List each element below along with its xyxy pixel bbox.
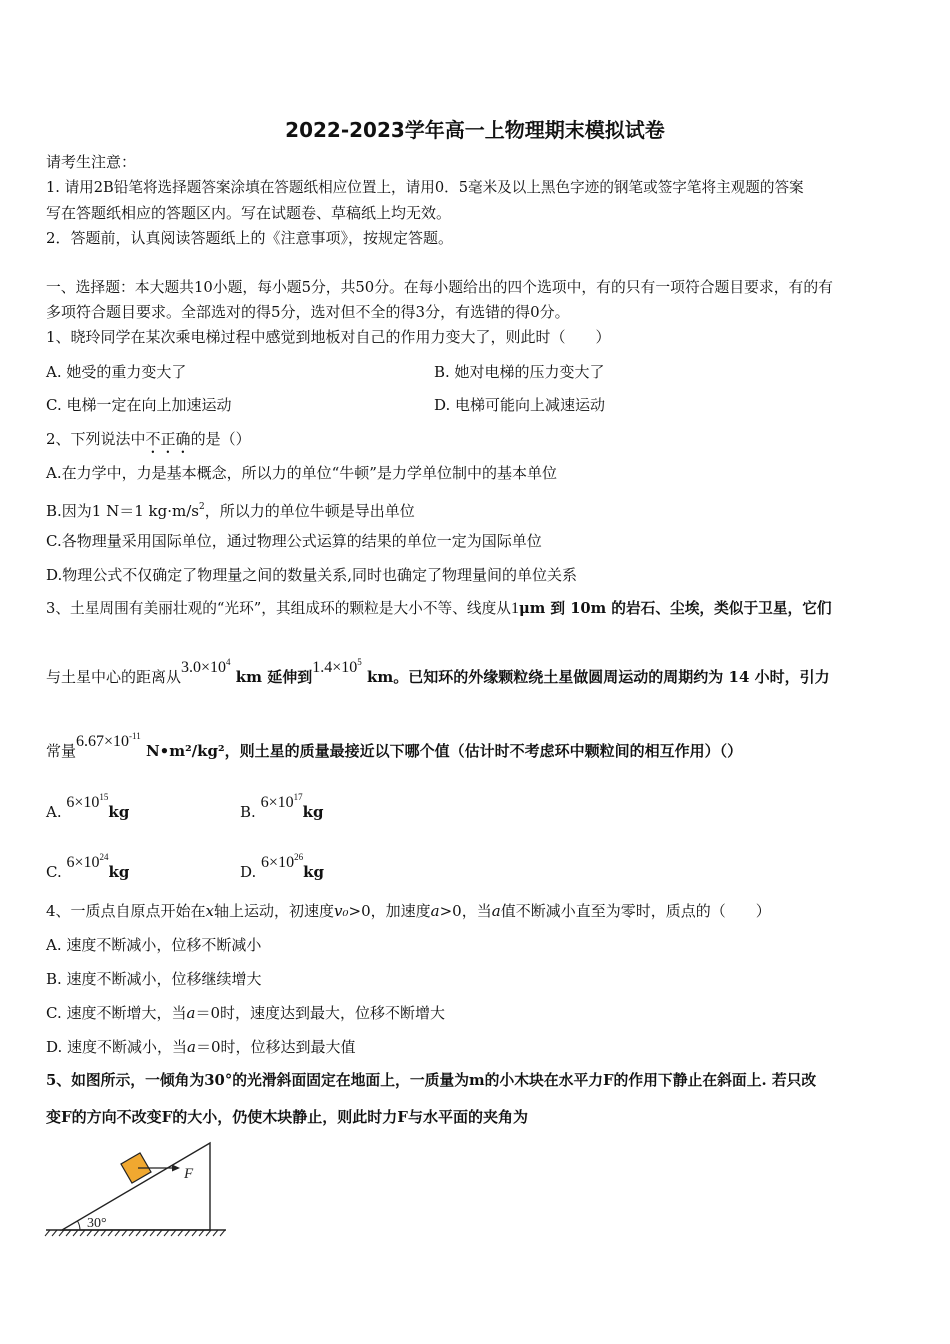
question-3-line-2-start: 与土星中心的距离从	[46, 668, 182, 686]
question-3-line-3	[46, 731, 743, 762]
question-3-radius-1-exponent: 4	[226, 657, 231, 667]
option-unit: kg	[303, 863, 324, 881]
question-4-variable-v0: v₀	[334, 902, 349, 920]
angle-arc	[78, 1221, 81, 1230]
option-mantissa: 6×10	[260, 794, 294, 811]
question-3-g-exponent: -11	[129, 731, 141, 741]
option-unit: kg	[302, 803, 324, 821]
option-unit: kg	[108, 803, 130, 821]
question-2-option-b-start: B.因为1 N＝1 kg·m/s	[46, 502, 199, 520]
question-1-stem: 1、晓玲同学在某次乘电梯过程中感觉到地板对自己的作用力变大了，则此时（ ）	[46, 328, 611, 346]
question-4-variable-a: a	[491, 902, 501, 920]
question-1-option-d: D. 电梯可能向上减速运动	[434, 396, 606, 414]
question-1-option-c: C. 电梯一定在向上加速运动	[46, 396, 232, 414]
question-3-line-3-start: 常量	[46, 742, 77, 760]
ground-hatching	[45, 1230, 226, 1236]
question-3-line-3-end: N•m²/kg²，则土星的质量最接近以下哪个值（估计时不考虑环中颗粒间的相互作用）（）	[140, 742, 743, 760]
option-value	[261, 794, 303, 811]
question-4-stem-part: >0，当	[439, 902, 492, 920]
question-4-stem-part: >0，加速度	[348, 902, 431, 920]
section-header-line-1: 一、选择题：本大题共10小题，每小题5分，共50分。在每小题给出的四个选项中，有的只有一项符合题目要求，有的有	[46, 279, 833, 296]
question-4-option-c-end: ＝0时，速度达到最大，位移不断增大	[195, 1004, 445, 1022]
option-exponent: 24	[99, 852, 109, 862]
notice-line-1a: 1. 请用2B铅笔将选择题答案涂填在答题纸相应位置上，请用0．5毫米及以上黑色字迹的钢笔或签字笔将主观题的答案	[46, 179, 804, 196]
option-mantissa: 6×10	[261, 854, 295, 871]
option-mantissa: 6×10	[66, 794, 100, 811]
question-2-option-d: D.物理公式不仅确定了物理量之间的数量关系,同时也确定了物理量间的单位关系	[46, 566, 578, 584]
question-2-option-a: A.在力学中，力是基本概念，所以力的单位“牛顿”是力学单位制中的基本单位	[46, 464, 557, 482]
question-4-variable-a: a	[186, 1004, 196, 1022]
question-3-radius-2	[312, 659, 362, 676]
option-value	[67, 854, 109, 871]
question-2-option-b-exponent: 2	[198, 502, 205, 512]
option-exponent: 17	[293, 792, 303, 802]
option-label: A.	[46, 803, 62, 821]
question-3-g-mantissa: 6.67×10	[76, 733, 130, 750]
option-label: D.	[240, 863, 257, 881]
option-value	[261, 854, 303, 871]
question-3-option-a	[46, 792, 130, 823]
question-3-line-2-middle: km 延伸到	[230, 668, 313, 686]
question-3-radius-1-mantissa: 3.0×10	[181, 659, 227, 676]
question-4-variable-a: a	[187, 1038, 196, 1056]
option-exponent: 15	[99, 792, 109, 802]
question-4-option-d-end: ＝0时，位移达到最大值	[195, 1038, 356, 1056]
incline-figure	[40, 1135, 240, 1245]
option-label: B.	[240, 803, 256, 821]
question-3-line-2	[46, 657, 830, 688]
notice-line-2: 2．答题前，认真阅读答题纸上的《注意事项》，按规定答题。	[46, 229, 454, 247]
option-value	[66, 794, 108, 811]
question-1-option-a: A. 她受的重力变大了	[46, 363, 187, 381]
question-4-option-b: B. 速度不断减小，位移继续增大	[46, 970, 262, 988]
question-4-option-d	[46, 1037, 356, 1057]
section-header-line-2: 多项符合题目要求。全部选对的得5分，选对但不全的得3分，有选错的得0分。	[46, 303, 570, 321]
question-2-emphasis: 不正确	[145, 430, 191, 448]
question-3-line-2-end: km。已知环的外缘颗粒绕土星做圆周运动的周期约为 14 小时，引力	[361, 668, 830, 686]
question-3-option-b	[240, 792, 324, 823]
question-2-option-b	[46, 497, 415, 521]
question-3-radius-1	[181, 659, 231, 676]
question-2-option-c: C.各物理量采用国际单位，通过物理公式运算的结果的单位一定为国际单位	[46, 532, 542, 550]
question-3-size-number: 1	[511, 600, 519, 617]
question-3-line-1-end: μm 到 10m 的岩石、尘埃，类似于卫星，它们	[519, 600, 832, 617]
page-title: 2022-2023学年高一上物理期末模拟试卷	[285, 118, 665, 142]
option-label: C.	[46, 863, 62, 881]
question-5-line-2: 变F的方向不改变F的大小，仍使木块静止，则此时力F与水平面的夹角为	[46, 1108, 528, 1126]
question-4-option-a: A. 速度不断减小，位移不断减小	[46, 936, 262, 954]
question-3-option-d	[240, 852, 324, 883]
question-4-stem-part: 值不断减小直至为零时，质点的（ ）	[500, 902, 771, 920]
question-2-option-b-end: ，所以力的单位牛顿是导出单位	[204, 502, 415, 520]
question-2-stem-start: 2、下列说法中	[46, 430, 146, 448]
question-3-radius-2-mantissa: 1.4×10	[312, 659, 358, 676]
option-exponent: 26	[294, 852, 304, 862]
question-1-option-b: B. 她对电梯的压力变大了	[434, 363, 605, 381]
question-5-line-1: 5、如图所示，一倾角为30°的光滑斜面固定在地面上，一质量为m的小木块在水平力F的作用下静止在斜面上. 若只改	[46, 1072, 817, 1089]
angle-label: 30°	[87, 1216, 107, 1231]
force-arrow-head	[172, 1165, 180, 1172]
notice-heading: 请考生注意：	[46, 153, 137, 171]
question-4-stem-part: 轴上运动，初速度	[214, 902, 335, 920]
question-3-option-c	[46, 852, 130, 883]
question-3-gravitational-constant	[76, 733, 141, 750]
option-unit: kg	[108, 863, 130, 881]
question-4-option-d-start: D. 速度不断减小，当	[46, 1038, 188, 1056]
question-4-stem-part: 4、一质点自原点开始在	[46, 902, 206, 920]
option-mantissa: 6×10	[66, 854, 100, 871]
question-2-stem-end: 的是（）	[190, 430, 251, 448]
question-4-option-c	[46, 1003, 445, 1023]
question-3-line-1-start: 3、土星周围有美丽壮观的“光环”，其组成环的颗粒是大小不等、线度从	[46, 600, 511, 617]
question-4-variable-x: x	[205, 902, 215, 920]
question-4-stem	[46, 901, 771, 921]
question-2-stem	[46, 429, 251, 457]
notice-line-1b: 写在答题纸相应的答题区内。写在试题卷、草稿纸上均无效。	[46, 204, 452, 222]
force-label: F	[184, 1166, 194, 1182]
question-4-variable-a: a	[430, 902, 440, 920]
question-4-option-c-start: C. 速度不断增大，当	[46, 1004, 187, 1022]
question-3-line-1	[46, 599, 832, 619]
question-3-radius-2-exponent: 5	[357, 657, 362, 667]
